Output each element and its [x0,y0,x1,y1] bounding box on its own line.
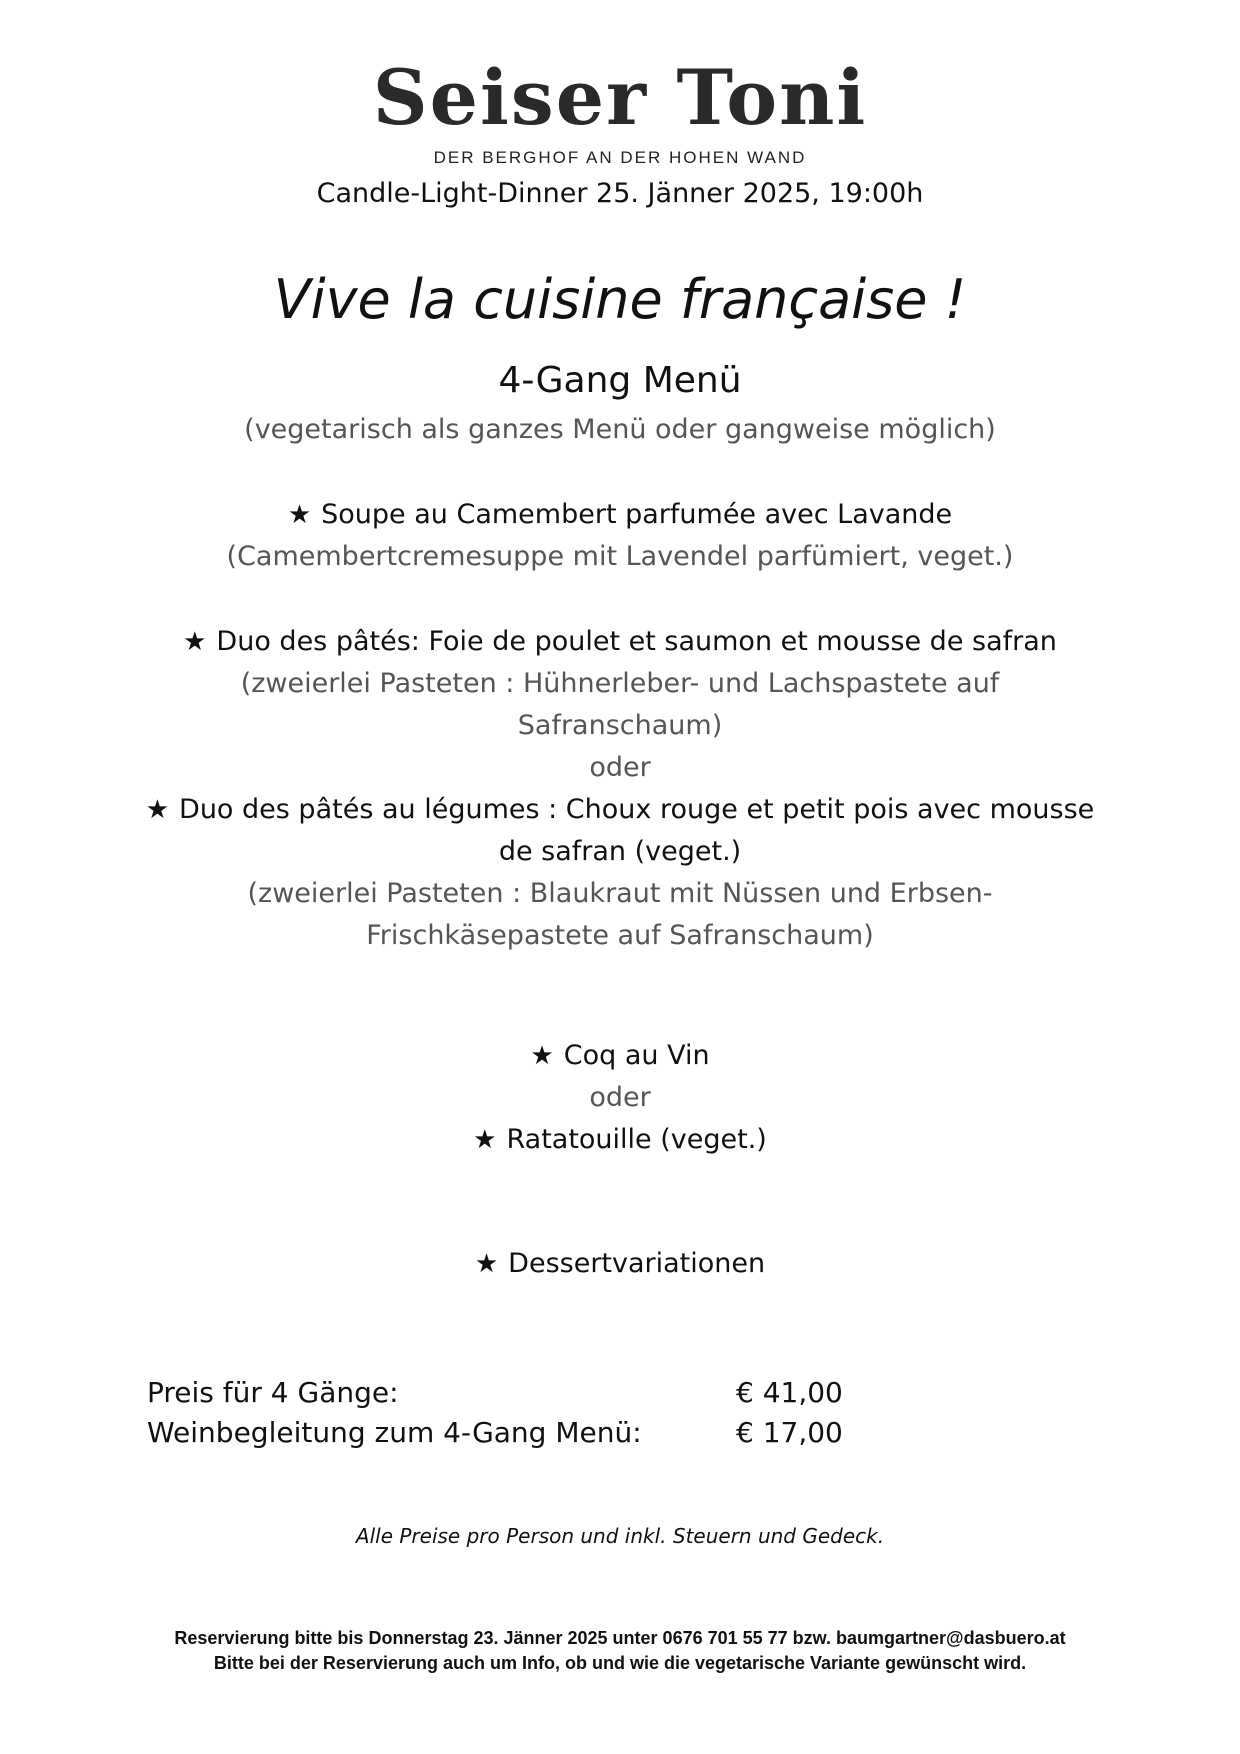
price-label-menu: Preis für 4 Gänge: [147,1376,399,1409]
course-2a-desc-2: Safranschaum) [517,710,723,741]
star-icon: ★ [473,1125,497,1155]
price-value-menu: € 41,00 [736,1376,843,1409]
course-2b-name-2: de safran (veget.) [498,836,742,867]
star-icon: ★ [287,500,312,530]
course-2a-label: Duo des pâtés: Foie de poulet et saumon et mousse de safran [216,626,1057,657]
oder-separator-1: oder [589,752,651,783]
course-2b-name-1 [0,794,1240,825]
course-4-label: Dessertvariationen [508,1248,766,1279]
course-1-label: Soupe au Camembert parfumée avec Lavande [321,499,953,530]
reservation-line-2: Bitte bei der Reservierung auch um Info, ob und wie die vegetarische Variante gewünscht wird. [213,1653,1027,1673]
course-3b-name [0,1124,1240,1155]
course-2b-desc-1: (zweierlei Pasteten : Blaukraut mit Nüssen und Erbsen- [247,878,993,909]
course-2a-desc-1: (zweierlei Pasteten : Hühnerleber- und Lachspastete auf [240,668,1000,699]
course-1-name [0,499,1240,530]
course-3a-label: Coq au Vin [563,1040,710,1071]
course-2b-label: Duo des pâtés au légumes : Choux rouge et petit pois avec mousse [179,794,1095,825]
course-3a-name [0,1040,1240,1071]
price-value-wine: € 17,00 [736,1416,843,1449]
logo: Seiser Toni [372,53,868,142]
course-1-desc: (Camembertcremesuppe mit Lavendel parfümiert, veget.) [226,541,1014,572]
star-icon: ★ [145,795,170,825]
price-note: Alle Preise pro Person und inkl. Steuern und Gedeck. [355,1524,885,1548]
reservation-line-1: Reservierung bitte bis Donnerstag 23. Jänner 2025 unter 0676 701 55 77 bzw. baumgartner@dasbuero.at [174,1628,1066,1648]
menu-title: Vive la cuisine française ! [273,268,967,331]
event-line: Candle-Light-Dinner 25. Jänner 2025, 19:00h [316,178,924,209]
vegetarian-note: (vegetarisch als ganzes Menü oder gangweise möglich) [244,414,996,445]
price-label-wine: Weinbegleitung zum 4-Gang Menü: [147,1416,642,1449]
course-2b-desc-2: Frischkäsepastete auf Safranschaum) [366,920,874,951]
course-2a-name [0,626,1240,657]
oder-separator-2: oder [589,1082,651,1113]
star-icon: ★ [530,1041,554,1071]
logo-subtitle: DER BERGHOF AN DER HOHEN WAND [433,148,807,167]
course-3b-label: Ratatouille (veget.) [506,1124,767,1155]
star-icon: ★ [183,627,207,657]
star-icon: ★ [474,1249,499,1279]
menu-subtitle: 4-Gang Menü [498,360,742,401]
course-4-name [0,1248,1240,1279]
